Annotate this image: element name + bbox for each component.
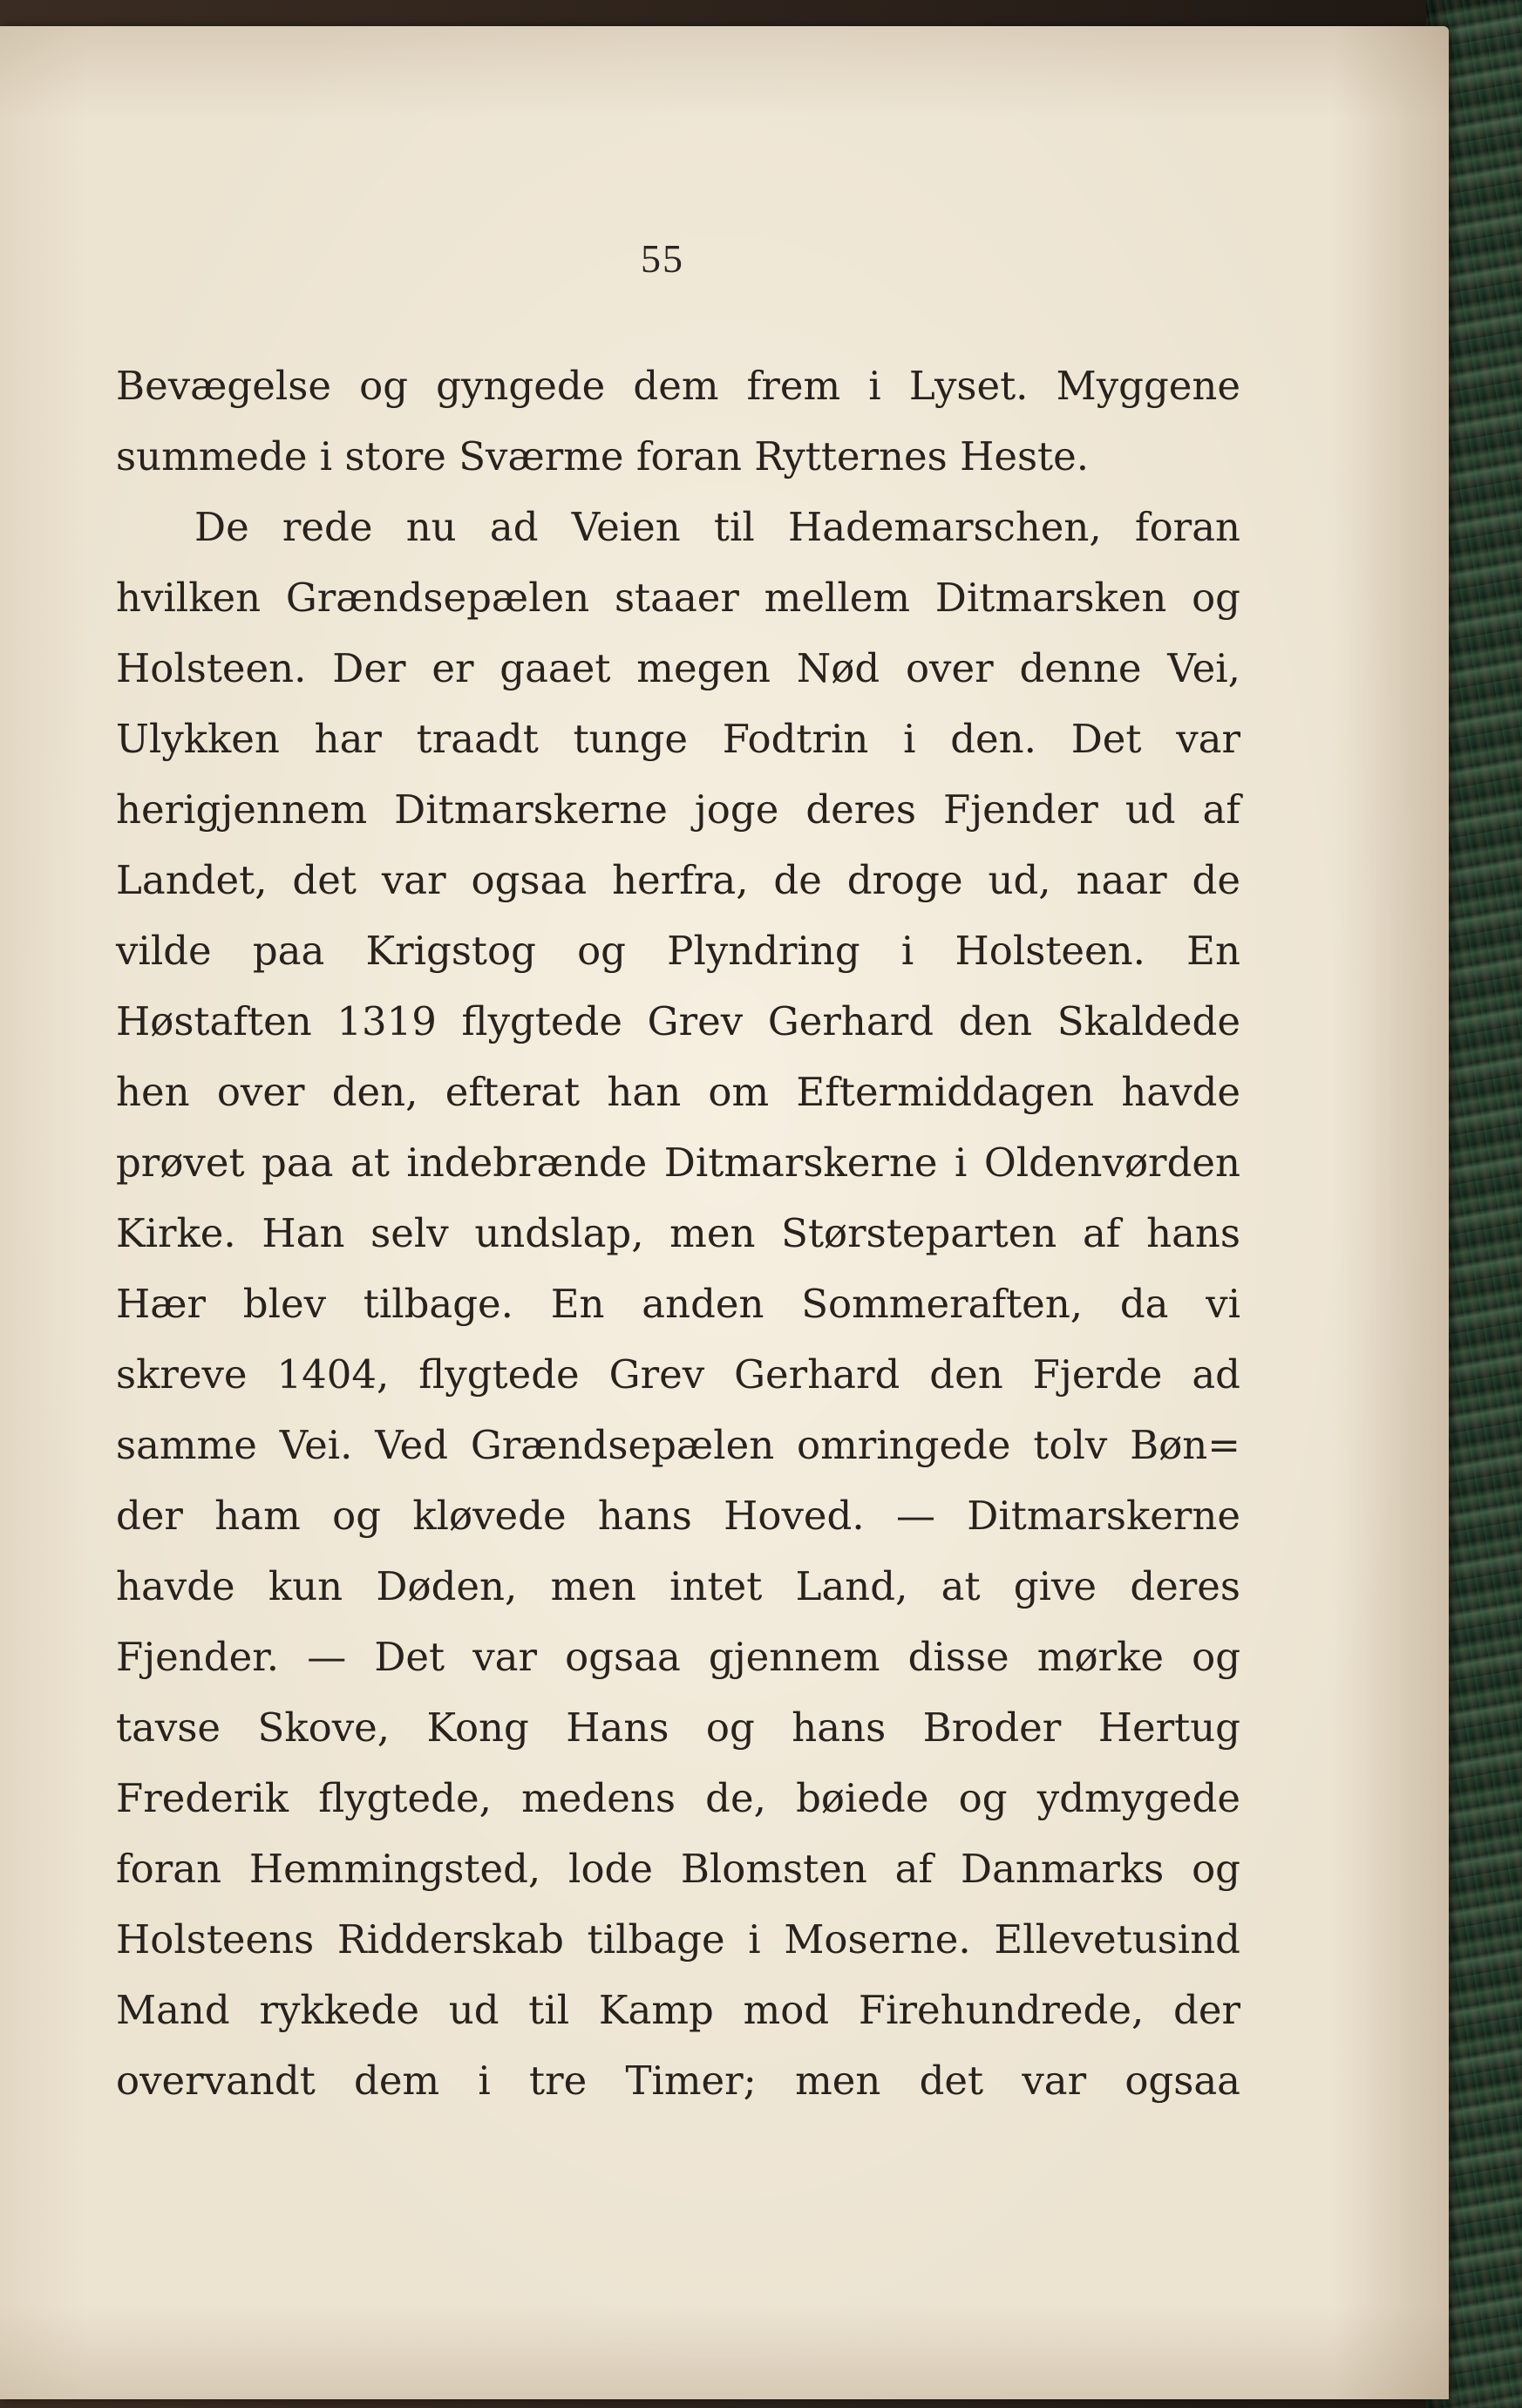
body-text — [116, 350, 1240, 2116]
text-line: Ulykken har traadt tunge Fodtrin i den. Det var — [116, 716, 1240, 762]
text-line: der ham og kløvede hans Hoved. — Ditmarskerne — [116, 1493, 1240, 1539]
text-line: vilde paa Krigstog og Plyndring i Holsteen. En — [116, 928, 1240, 974]
text-line: Holsteen. Der er gaaet megen Nød over denne Vei, — [116, 645, 1240, 691]
text-line: herigjennem Ditmarskerne joge deres Fjender ud af — [116, 786, 1240, 833]
text-line: Bevægelse og gyngede dem frem i Lyset. Myggene — [116, 363, 1240, 409]
text-line: summede i store Sværme foran Rytternes Heste. — [116, 433, 1090, 480]
text-line: overvandt dem i tre Timer; men det var ogsaa — [116, 2058, 1240, 2104]
text-line: Mand rykkede ud til Kamp mod Firehundrede, der — [116, 1987, 1240, 2033]
text-line: Hær blev tilbage. En anden Sommeraften, da vi — [116, 1281, 1240, 1327]
page-number: 55 — [641, 236, 684, 281]
text-line: De rede nu ad Veien til Hademarschen, foran — [194, 504, 1240, 550]
text-line: skreve 1404, flygtede Grev Gerhard den Fjerde ad — [116, 1351, 1240, 1398]
text-line: hen over den, efterat han om Eftermiddagen havde — [116, 1069, 1240, 1115]
text-line: Kirke. Han selv undslap, men Størsteparten af hans — [116, 1210, 1240, 1256]
text-line: prøvet paa at indebrænde Ditmarskerne i Oldenvørden — [116, 1139, 1240, 1186]
text-line: hvilken Grændsepælen staaer mellem Ditmarsken og — [116, 575, 1240, 621]
text-line: samme Vei. Ved Grændsepælen omringede tolv Bøn= — [116, 1422, 1240, 1468]
text-line: Høstaften 1319 flygtede Grev Gerhard den Skaldede — [116, 998, 1240, 1044]
text-line: tavse Skove, Kong Hans og hans Broder Hertug — [116, 1704, 1240, 1751]
book-page — [0, 26, 1449, 2399]
text-line: Landet, det var ogsaa herfra, de droge ud, naar de — [116, 857, 1240, 903]
text-line: Fjender. — Det var ogsaa gjennem disse mørke og — [116, 1634, 1240, 1680]
text-line: Holsteens Ridderskab tilbage i Moserne. Ellevetusind — [116, 1916, 1240, 1962]
text-line: Frederik flygtede, medens de, bøiede og ydmygede — [116, 1775, 1240, 1821]
text-line: havde kun Døden, men intet Land, at give deres — [116, 1563, 1240, 1609]
text-line: foran Hemmingsted, lode Blomsten af Danmarks og — [116, 1846, 1240, 1892]
